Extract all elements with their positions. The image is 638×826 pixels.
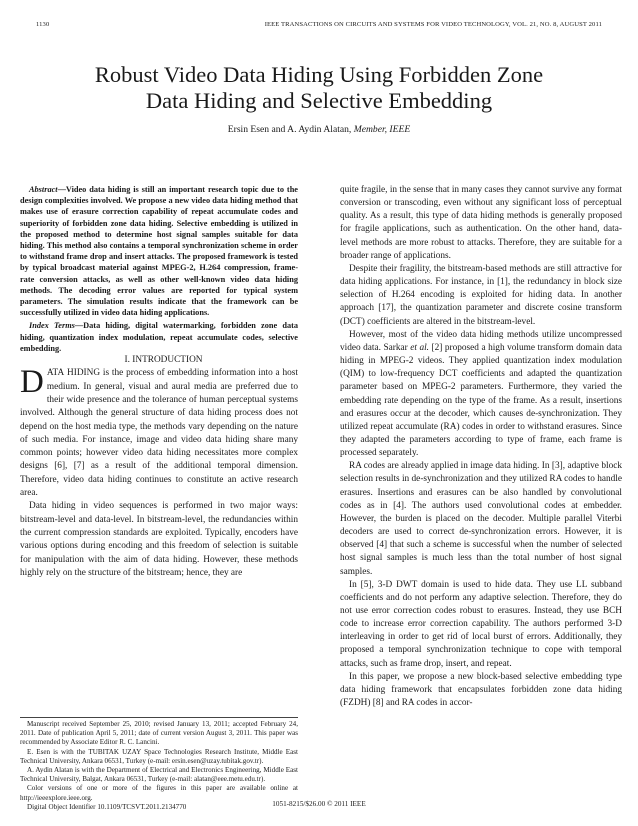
drop-cap: D — [20, 364, 44, 401]
abstract-label: Abstract — [29, 185, 58, 194]
footnote-doi: Digital Object Identifier 10.1109/TCSVT.2011.2134770 — [27, 802, 187, 811]
right-paragraph-3 — [340, 329, 622, 461]
section-numeral: I. — [124, 355, 130, 366]
author-line — [40, 124, 598, 135]
footnote-author-2: A. Aydin Alatan is with the Department of Electrical and Electronics Engineering, Middle East Technical University, Balgat, Ankara 06531, Turkey (e-mail: alatan@eee.metu.edu.tr). — [20, 766, 298, 784]
right-paragraph-2: Despite their fragility, the bitstream-based methods are still attractive for data hiding applications. For instance, in [1], the redundancy in block size selection of H.264 encoding is exploited for hiding data. In another approach [17], the quantization parameter and discrete cosine transform (DCT) coefficients are altered in the bitstream-level. — [340, 263, 622, 327]
page-number: 1130 — [36, 21, 50, 28]
abstract — [20, 184, 298, 318]
right-p3-start: However, most of the video data hiding methods utilize uncompressed video data. Sarkar — [340, 329, 622, 353]
right-paragraph-6: In this paper, we propose a new block-based selective embedding type data hiding framework that encapsulates forbidden zone data hiding (FZDH) [8] and RA codes in accor- — [340, 671, 622, 709]
right-paragraph-4: RA codes are already applied in image data hiding. In [3], adaptive block selection results in de-synchronization and they utilized RA codes to handle erasures. Insertions and erasures can be also handled by convolutional codes as in [4]. The authors used convolutional codes at embedder. However, the burden is placed on the decoder. Multiple parallel Viterbi decoders are used to correct de-synchronization errors. However, it is observed [4] that such a scheme is successful when the number of selected host signal samples is much less than the total number of host signal samples. — [340, 461, 622, 577]
section-heading-introduction — [20, 354, 298, 367]
footnotes — [20, 717, 298, 812]
intro-paragraph-2: Data hiding in video sequences is performed in two major ways: bitstream-level and data-level. In bitstream-level, the redundancies within the current compression standards are exploited. Typically, encoders have various options during encoding and this freedom of selection is suitable for manipulation with the aim of data hiding. However, these methods highly rely on the structure of the bitstream; hence, they are — [20, 501, 298, 578]
section-title-rest: NTRODUCTION — [135, 355, 203, 366]
footnote-color: Color versions of one or more of the figures in this paper are available online at http://ieeexplore.ieee.org. — [20, 784, 298, 802]
paper-title — [40, 62, 598, 114]
et-al: et al. — [410, 342, 430, 353]
right-paragraph-5: In [5], 3-D DWT domain is used to hide data. They use LL subband coefficients and do not perform any adaptive selection. Therefore, they do not use error correction codes robust to erasures. Instead, they use BCH code to increase error correction capability. The authors performed 3-D interleaving in order to get rid of local burst of errors. Additionally, they proposed a temporal synchronization technique to cope with temporal attacks, such as frame drop, insert, and repeat. — [340, 579, 622, 669]
title-line-2: Data Hiding and Selective Embedding — [145, 88, 493, 113]
index-terms-text: —Data hiding, digital watermarking, forbidden zone data hiding, quantization index modulation, repeat accumulate codes, selective embedding. — [20, 321, 298, 353]
section-first-letter: I — [132, 355, 136, 366]
right-p3-end: [2] proposed a high volume transform domain data hiding in MPEG-2 videos. They applied quantization index modulation (QIM) to low-frequency DCT coefficients and adapted the quantization parameter based on MPEG-2 parameters. Furthermore, they varied the embedding rate depending on the type of the frame. As a result, insertions and erasures occur at the decoder, which causes de-synchronization. They utilized repeat accumulate (RA) codes in order to withstand erasures. Since they adapted the parameters according to type of frame, each frame is processed separately. — [340, 342, 623, 459]
index-terms — [20, 320, 298, 354]
right-paragraph-1: quite fragile, in the sense that in many cases they cannot survive any format conversion or transcoding, even without any significant loss of perceptual quality. As a result, this type of data hiding methods is generally proposed for fragile applications, such as authentication. On the other hand, data-level methods are more robust to attacks. Therefore, they are suitable for a broader range of applications. — [340, 185, 622, 261]
intro-first-word: ATA — [46, 368, 65, 379]
footnote-author-1: E. Esen is with the TUBITAK UZAY Space Technologies Research Institute, Middle East Technical University, Ankara 06531, Turkey (e-mail: ersin.esen@uzay.tubitak.gov.tr). — [20, 747, 298, 765]
footnote-manuscript: Manuscript received September 25, 2010; revised January 13, 2011; accepted February 24, 2011. Date of publication April 5, 2011; date of current version August 3, 2011. This paper was recommended by Associate Editor R. C. Lancini. — [20, 720, 298, 747]
copyright-line: 1051-8215/$26.00 © 2011 IEEE — [272, 800, 366, 808]
author-membership: Member, IEEE — [353, 124, 411, 135]
abstract-text: —Video data hiding is still an important research topic due to the design complexities involved. We propose a new video data hiding method that makes use of erasure correction capability of repeat accumulate codes and superiority of forbidden zone data hiding. Selective embedding is utilized in the proposed method to determine host signal samples suitable for data hiding. This method also contains a temporal synchronization scheme in order to withstand frame drop and insert attacks. The proposed framework is tested by typical broadcast material against MPEG-2, H.264 compression, frame-rate conversion attacks, as well as other well-known video data hiding methods. The decoding error values are reported for typical system parameters. The simulation results indicate that the framework can be successfully utilized in video data hiding applications. — [20, 185, 298, 318]
intro-p1-text: HIDING is the process of embedding information into a host medium. In general, visual and aural media are preferred due to their wide presence and the tolerance of human perceptual systems involved. Although the general structure of data hiding process does not depend on the host media type, the methods vary depending on the nature of such media. For instance, image and video data hiding share many common points; however video data hiding necessitates more complex designs [6], [7] as a result of the additional temporal dimension. Therefore, video data hiding continues to constitute an active research area. — [20, 368, 298, 499]
intro-paragraph-1 — [20, 364, 298, 500]
title-line-1: Robust Video Data Hiding Using Forbidden Zone — [94, 62, 544, 87]
journal-name: IEEE TRANSACTIONS ON CIRCUITS AND SYSTEMS FOR VIDEO TECHNOLOGY, VOL. 21, NO. 8, AUGUST 2011 — [264, 21, 602, 28]
right-column — [340, 184, 622, 710]
index-terms-label: Index Terms — [29, 321, 75, 331]
left-column — [20, 184, 298, 580]
author-names: Ersin Esen and A. Aydin Alatan, — [227, 124, 352, 135]
